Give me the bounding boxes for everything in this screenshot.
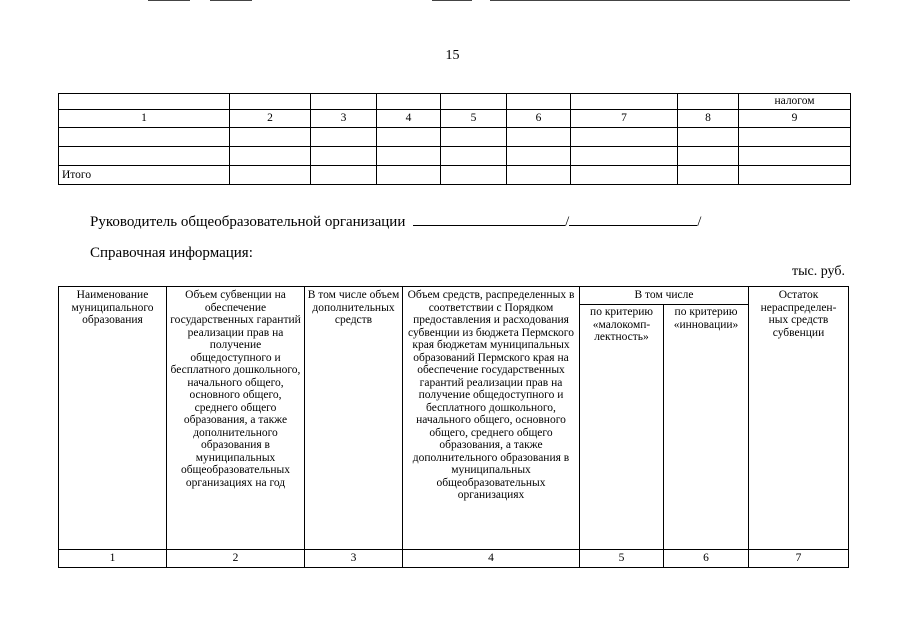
signature-separator: / bbox=[565, 214, 570, 230]
header-municipality: Наименование муниципального образования bbox=[59, 287, 167, 550]
col-number: 8 bbox=[678, 110, 739, 128]
header-criterion-small: по критерию «малокомп-лектность» bbox=[580, 305, 664, 550]
header-additional-funds: В том числе объем дополнительных средств bbox=[305, 287, 403, 550]
col-number: 1 bbox=[59, 110, 230, 128]
signature-label: Руководитель общеобразовательной организации bbox=[90, 214, 406, 230]
col-number: 4 bbox=[377, 110, 441, 128]
col-number: 3 bbox=[305, 550, 403, 568]
reference-header-row bbox=[59, 287, 849, 305]
col-number: 2 bbox=[230, 110, 311, 128]
col-number: 5 bbox=[441, 110, 507, 128]
units-label: тыс. руб. bbox=[792, 264, 845, 279]
col-number: 2 bbox=[167, 550, 305, 568]
signature-line bbox=[90, 211, 701, 231]
reference-number-row bbox=[59, 550, 849, 568]
signature-separator: / bbox=[697, 214, 702, 230]
upper-table-header-row bbox=[59, 94, 851, 110]
scan-edge-marks bbox=[0, 0, 905, 6]
header-distributed-funds: Объем средств, распределенных в соответствии с Порядком предоставления и расходования субвенции из бюджета Пермского края бюджетам муниципальных образований Пермского края на обеспечение государственных гарантий реализации прав на получение общедоступного и бесплатного дошкольного, начального общего, основного общего, среднего общего образования, а также дополнительного образования в муниципальных общеобразовательных организациях bbox=[403, 287, 580, 550]
header-group: В том числе bbox=[580, 287, 749, 305]
name-blank bbox=[569, 211, 697, 226]
col-number: 4 bbox=[403, 550, 580, 568]
col-number: 1 bbox=[59, 550, 167, 568]
upper-table-total-row bbox=[59, 166, 851, 185]
total-label: Итого bbox=[59, 166, 230, 185]
upper-table-empty-row bbox=[59, 128, 851, 147]
col-number: 9 bbox=[739, 110, 851, 128]
header-criterion-innovation: по критерию «инновации» bbox=[664, 305, 749, 550]
upper-table-number-row bbox=[59, 110, 851, 128]
header-remainder: Остаток нераспределен-ных средств субвенции bbox=[749, 287, 849, 550]
col-number: 6 bbox=[507, 110, 571, 128]
page-number: 15 bbox=[445, 48, 460, 63]
col-number: 3 bbox=[311, 110, 377, 128]
col-number: 6 bbox=[664, 550, 749, 568]
col-number: 7 bbox=[571, 110, 678, 128]
col-number: 7 bbox=[749, 550, 849, 568]
signature-blank bbox=[413, 211, 565, 226]
header-nalogom: налогом bbox=[739, 94, 851, 110]
col-number: 5 bbox=[580, 550, 664, 568]
reference-table bbox=[58, 286, 849, 568]
upper-table-empty-row bbox=[59, 147, 851, 166]
header-subvention-volume: Объем субвенции на обеспечение государственных гарантий реализации прав на получение общедоступного и бесплатного дошкольного, начального общего, основного общего, среднего общего образования, а также дополнительного образования в муниципальных общеобразовательных организациях на год bbox=[167, 287, 305, 550]
reference-title: Справочная информация: bbox=[90, 245, 253, 261]
upper-table bbox=[58, 93, 851, 185]
